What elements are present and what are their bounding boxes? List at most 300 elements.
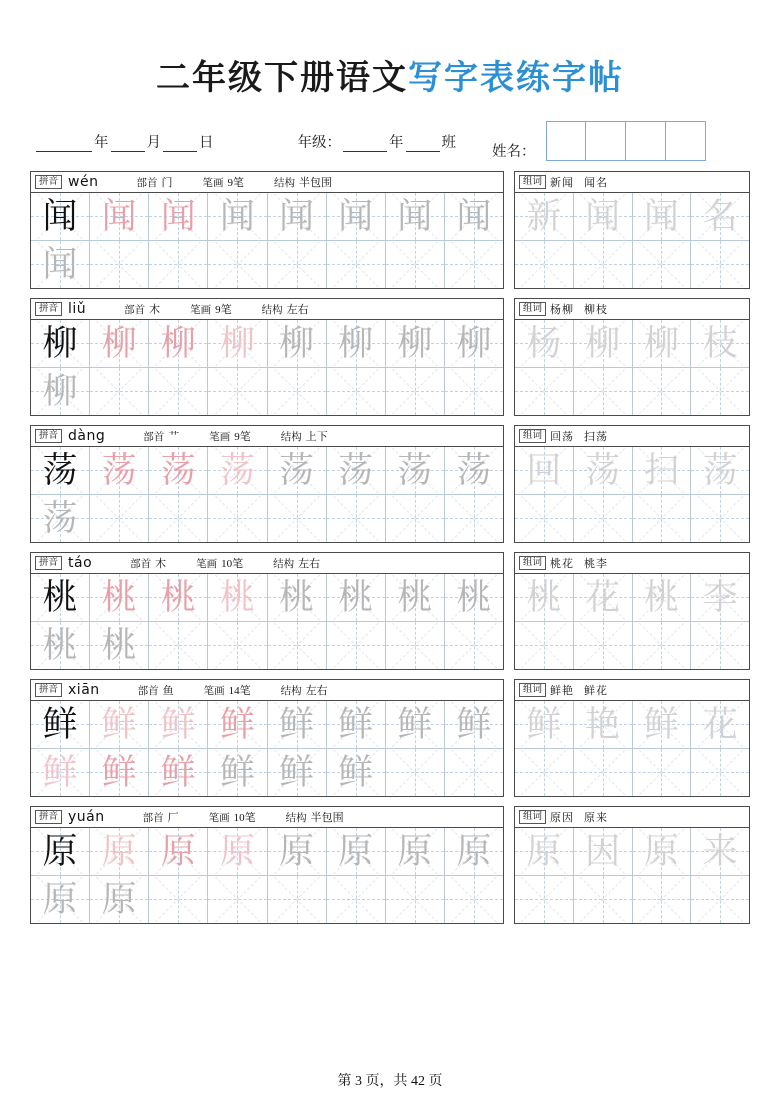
- grid-cell[interactable]: [149, 368, 208, 416]
- grid-cell[interactable]: [445, 241, 503, 289]
- grid-cell[interactable]: [691, 495, 749, 543]
- word-practice-block: [514, 552, 750, 670]
- grid-cell[interactable]: [90, 828, 149, 876]
- trace-char: 闻: [160, 196, 196, 236]
- grid-cell[interactable]: [90, 320, 149, 368]
- grid-cell[interactable]: [445, 320, 503, 368]
- word-practice-block: [514, 425, 750, 543]
- trace-char: 桃: [219, 577, 255, 617]
- trace-grid: [31, 701, 503, 796]
- grid-cell[interactable]: [515, 368, 574, 416]
- grid-cell[interactable]: [31, 495, 90, 543]
- trace-char: 原: [42, 879, 78, 919]
- word-char: 鲜: [526, 704, 562, 744]
- word-line-bottom: [515, 749, 749, 797]
- diagonal-guides: [386, 368, 444, 416]
- word-practice-block: [514, 298, 750, 416]
- trace-char: 荡: [338, 450, 374, 490]
- grid-cell[interactable]: [386, 447, 445, 495]
- grid-cell[interactable]: [515, 193, 574, 241]
- grid-cell[interactable]: [90, 368, 149, 416]
- diagonal-guides: [149, 622, 207, 670]
- class-blank[interactable]: [406, 138, 440, 152]
- word-meta: [515, 553, 749, 574]
- trace-char: 原: [279, 831, 315, 871]
- grid-cell[interactable]: [327, 701, 386, 749]
- page-title-part1: 二年级下册语文: [156, 60, 408, 97]
- grid-cell[interactable]: [445, 622, 503, 670]
- diagonal-guides: [691, 495, 749, 543]
- grid-cell[interactable]: [633, 241, 692, 289]
- grid-cell[interactable]: [90, 749, 149, 797]
- diagonal-guides: [633, 622, 691, 670]
- trace-char: 闻: [279, 196, 315, 236]
- grid-cell[interactable]: [691, 320, 749, 368]
- grade-unit: 年: [389, 134, 404, 151]
- word-char: 桃: [643, 577, 679, 617]
- label-structure: 结构: [280, 431, 302, 443]
- trace-char: 闻: [456, 196, 492, 236]
- char-meta: [31, 807, 503, 828]
- grid-cell[interactable]: [327, 876, 386, 924]
- label-pinyin: 拼音: [35, 810, 62, 824]
- grid-cell[interactable]: [268, 622, 327, 670]
- grid-cell[interactable]: [445, 193, 503, 241]
- grid-cell[interactable]: [149, 701, 208, 749]
- diagonal-guides: [515, 495, 573, 543]
- strokes-value: 9笔: [215, 304, 232, 316]
- diagonal-guides: [149, 368, 207, 416]
- grid-cell[interactable]: [31, 701, 90, 749]
- grid-cell[interactable]: [149, 193, 208, 241]
- diagonal-guides: [633, 368, 691, 416]
- grid-cell[interactable]: [327, 368, 386, 416]
- structure-value: 左右: [305, 685, 328, 697]
- grid-cell[interactable]: [31, 320, 90, 368]
- trace-char: 柳: [42, 371, 78, 411]
- name-field[interactable]: [492, 121, 706, 161]
- trace-char: 鲜: [338, 704, 374, 744]
- grid-cell[interactable]: [574, 368, 633, 416]
- grid-cell[interactable]: [31, 622, 90, 670]
- grid-cell[interactable]: [386, 622, 445, 670]
- diagonal-guides: [149, 876, 207, 924]
- trace-line-bottom: [31, 495, 503, 543]
- grid-cell[interactable]: [208, 320, 267, 368]
- trace-char: 原: [456, 831, 492, 871]
- grid-cell[interactable]: [31, 241, 90, 289]
- grid-cell[interactable]: [208, 241, 267, 289]
- grade-field[interactable]: [298, 131, 457, 152]
- grid-cell[interactable]: [386, 193, 445, 241]
- label-strokes: 笔画: [190, 304, 212, 316]
- grid-cell[interactable]: [574, 193, 633, 241]
- grid-cell[interactable]: [633, 876, 692, 924]
- grid-cell[interactable]: [208, 193, 267, 241]
- trace-char: 原: [42, 831, 78, 871]
- trace-line-top: [31, 828, 503, 876]
- word-practice-block: [514, 679, 750, 797]
- grid-cell[interactable]: [208, 622, 267, 670]
- word-char: 柳: [585, 323, 621, 363]
- grid-cell[interactable]: [691, 368, 749, 416]
- grid-cell[interactable]: [90, 495, 149, 543]
- word-grid: [515, 828, 749, 923]
- diagonal-guides: [386, 495, 444, 543]
- trace-grid: [31, 828, 503, 923]
- grid-cell[interactable]: [445, 447, 503, 495]
- grid-cell[interactable]: [515, 622, 574, 670]
- grid-cell[interactable]: [268, 828, 327, 876]
- diagonal-guides: [691, 241, 749, 289]
- word-char: 柳: [643, 323, 679, 363]
- grid-cell[interactable]: [691, 574, 749, 622]
- grid-cell[interactable]: [515, 320, 574, 368]
- grid-cell[interactable]: [90, 622, 149, 670]
- word-meta: [515, 299, 749, 320]
- trace-char: 荡: [101, 450, 137, 490]
- radical-value: 门: [161, 177, 173, 189]
- diagonal-guides: [445, 876, 503, 924]
- diagonal-guides: [515, 241, 573, 289]
- grid-cell[interactable]: [633, 749, 692, 797]
- grid-cell[interactable]: [327, 749, 386, 797]
- grid-cell[interactable]: [445, 876, 503, 924]
- grid-cell[interactable]: [90, 241, 149, 289]
- month-blank[interactable]: [111, 138, 145, 152]
- grid-cell[interactable]: [90, 193, 149, 241]
- grid-cell[interactable]: [31, 193, 90, 241]
- label-words: 组词: [519, 810, 546, 824]
- grid-cell[interactable]: [633, 447, 692, 495]
- word-list: 杨柳 柳枝: [550, 304, 609, 316]
- grid-cell[interactable]: [574, 495, 633, 543]
- word-line-bottom: [515, 241, 749, 289]
- strokes-value: 9笔: [234, 431, 251, 443]
- grid-cell[interactable]: [149, 447, 208, 495]
- label-radical: 部首: [137, 685, 159, 697]
- diagonal-guides: [691, 749, 749, 797]
- diagonal-guides: [327, 622, 385, 670]
- trace-char: 柳: [397, 323, 433, 363]
- trace-char: 桃: [279, 577, 315, 617]
- trace-line-bottom: [31, 749, 503, 797]
- grid-cell[interactable]: [386, 495, 445, 543]
- grid-cell[interactable]: [90, 447, 149, 495]
- pinyin-value: liǔ: [68, 301, 87, 317]
- grid-cell[interactable]: [515, 749, 574, 797]
- diagonal-guides: [574, 368, 632, 416]
- grid-cell[interactable]: [574, 241, 633, 289]
- grade-blank[interactable]: [343, 138, 387, 152]
- grid-cell[interactable]: [208, 876, 267, 924]
- grid-cell[interactable]: [515, 828, 574, 876]
- radical-value: 木: [155, 558, 167, 570]
- grid-cell[interactable]: [268, 749, 327, 797]
- grid-cell[interactable]: [149, 495, 208, 543]
- word-char: 荡: [702, 450, 738, 490]
- grid-cell[interactable]: [445, 368, 503, 416]
- grid-cell[interactable]: [633, 828, 692, 876]
- diagonal-guides: [90, 495, 148, 543]
- date-field[interactable]: [36, 131, 214, 152]
- word-char: 桃: [526, 577, 562, 617]
- grid-cell[interactable]: [386, 876, 445, 924]
- grid-cell[interactable]: [268, 193, 327, 241]
- grid-cell[interactable]: [691, 828, 749, 876]
- char-practice-block: [30, 171, 504, 289]
- grid-cell[interactable]: [208, 828, 267, 876]
- practice-row: [30, 679, 750, 797]
- name-cell[interactable]: [666, 121, 706, 161]
- word-line-bottom: [515, 368, 749, 416]
- grid-cell[interactable]: [208, 495, 267, 543]
- grid-cell[interactable]: [268, 241, 327, 289]
- trace-char: 鲜: [160, 752, 196, 792]
- grid-cell[interactable]: [574, 876, 633, 924]
- grid-cell[interactable]: [574, 447, 633, 495]
- char-meta: [31, 426, 503, 447]
- grid-cell[interactable]: [31, 828, 90, 876]
- grid-cell[interactable]: [515, 701, 574, 749]
- label-radical: 部首: [124, 304, 146, 316]
- grid-cell[interactable]: [633, 495, 692, 543]
- grid-cell[interactable]: [268, 320, 327, 368]
- diagonal-guides: [445, 622, 503, 670]
- diagonal-guides: [327, 495, 385, 543]
- day-blank[interactable]: [163, 138, 197, 152]
- grid-cell[interactable]: [268, 876, 327, 924]
- grid-cell[interactable]: [386, 368, 445, 416]
- grid-cell[interactable]: [208, 749, 267, 797]
- label-strokes: 笔画: [202, 177, 224, 189]
- grid-cell[interactable]: [31, 447, 90, 495]
- diagonal-guides: [386, 749, 444, 797]
- diagonal-guides: [149, 241, 207, 289]
- diagonal-guides: [691, 622, 749, 670]
- grid-cell[interactable]: [90, 574, 149, 622]
- grid-cell[interactable]: [691, 193, 749, 241]
- diagonal-guides: [445, 749, 503, 797]
- grid-cell[interactable]: [208, 447, 267, 495]
- label-words: 组词: [519, 302, 546, 316]
- diagonal-guides: [327, 241, 385, 289]
- trace-char: 桃: [101, 577, 137, 617]
- grid-cell[interactable]: [208, 368, 267, 416]
- grid-cell[interactable]: [633, 320, 692, 368]
- grid-cell[interactable]: [386, 828, 445, 876]
- grid-cell[interactable]: [327, 622, 386, 670]
- trace-char: 鲜: [456, 704, 492, 744]
- name-cell[interactable]: [586, 121, 626, 161]
- grid-cell[interactable]: [90, 701, 149, 749]
- diagonal-guides: [327, 368, 385, 416]
- grid-cell[interactable]: [268, 574, 327, 622]
- trace-char: 鲜: [397, 704, 433, 744]
- grid-cell[interactable]: [31, 368, 90, 416]
- diagonal-guides: [633, 876, 691, 924]
- grid-cell[interactable]: [31, 749, 90, 797]
- grid-cell[interactable]: [445, 749, 503, 797]
- label-pinyin: 拼音: [35, 175, 62, 189]
- word-line-bottom: [515, 876, 749, 924]
- grid-cell[interactable]: [327, 828, 386, 876]
- grid-cell[interactable]: [268, 368, 327, 416]
- word-list: 桃花 桃李: [550, 558, 609, 570]
- trace-char: 柳: [160, 323, 196, 363]
- diagonal-guides: [445, 241, 503, 289]
- grid-cell[interactable]: [268, 495, 327, 543]
- year-blank[interactable]: [36, 138, 92, 152]
- grid-cell[interactable]: [149, 828, 208, 876]
- label-strokes: 笔画: [208, 812, 230, 824]
- label-pinyin: 拼音: [35, 683, 62, 697]
- radical-value: 鱼: [162, 685, 174, 697]
- grid-cell[interactable]: [386, 241, 445, 289]
- grid-cell[interactable]: [149, 876, 208, 924]
- grid-cell[interactable]: [574, 320, 633, 368]
- grid-cell[interactable]: [268, 447, 327, 495]
- trace-char: 荡: [42, 450, 78, 490]
- grid-cell[interactable]: [90, 876, 149, 924]
- trace-char: 桃: [42, 577, 78, 617]
- diagonal-guides: [208, 368, 266, 416]
- grid-cell[interactable]: [445, 701, 503, 749]
- grid-cell[interactable]: [386, 320, 445, 368]
- word-char: 花: [585, 577, 621, 617]
- grid-cell[interactable]: [149, 574, 208, 622]
- char-practice-block: [30, 552, 504, 670]
- diagonal-guides: [574, 495, 632, 543]
- grid-cell[interactable]: [327, 241, 386, 289]
- name-label: 姓名：: [492, 144, 536, 160]
- trace-char: 鲜: [279, 752, 315, 792]
- char-meta: [31, 553, 503, 574]
- page-title-part2: 写字表练字帖: [408, 60, 624, 97]
- word-meta: [515, 172, 749, 193]
- grid-cell[interactable]: [445, 574, 503, 622]
- grid-cell[interactable]: [515, 574, 574, 622]
- grid-cell[interactable]: [208, 701, 267, 749]
- label-pinyin: 拼音: [35, 556, 62, 570]
- grid-cell[interactable]: [633, 368, 692, 416]
- grid-cell[interactable]: [268, 701, 327, 749]
- trace-char: 柳: [219, 323, 255, 363]
- grid-cell[interactable]: [574, 749, 633, 797]
- trace-char: 闻: [219, 196, 255, 236]
- grid-cell[interactable]: [691, 622, 749, 670]
- grid-cell[interactable]: [327, 193, 386, 241]
- practice-row: [30, 171, 750, 289]
- word-char: 闻: [585, 196, 621, 236]
- diagonal-guides: [268, 241, 326, 289]
- grid-cell[interactable]: [386, 574, 445, 622]
- word-char: 回: [526, 450, 562, 490]
- grid-cell[interactable]: [445, 828, 503, 876]
- trace-char: 鲜: [42, 704, 78, 744]
- grid-cell[interactable]: [515, 241, 574, 289]
- grid-cell[interactable]: [149, 241, 208, 289]
- grid-cell[interactable]: [327, 495, 386, 543]
- practice-row: [30, 552, 750, 670]
- word-line-top: [515, 193, 749, 241]
- word-char: 艳: [585, 704, 621, 744]
- trace-char: 桃: [456, 577, 492, 617]
- name-cell[interactable]: [626, 121, 666, 161]
- diagonal-guides: [386, 876, 444, 924]
- diagonal-guides: [445, 495, 503, 543]
- trace-char: 荡: [160, 450, 196, 490]
- grid-cell[interactable]: [149, 622, 208, 670]
- grade-label: 年级：: [297, 134, 341, 151]
- grid-cell[interactable]: [691, 241, 749, 289]
- word-char: 荡: [585, 450, 621, 490]
- grid-cell[interactable]: [574, 701, 633, 749]
- grid-cell[interactable]: [31, 876, 90, 924]
- diagonal-guides: [268, 368, 326, 416]
- grid-cell[interactable]: [31, 574, 90, 622]
- diagonal-guides: [633, 749, 691, 797]
- grid-cell[interactable]: [515, 447, 574, 495]
- grid-cell[interactable]: [691, 701, 749, 749]
- grid-cell[interactable]: [691, 876, 749, 924]
- grid-cell[interactable]: [633, 193, 692, 241]
- strokes-value: 10笔: [233, 812, 256, 824]
- pinyin-value: wén: [68, 174, 99, 190]
- page-footer: 第 3 页，共 42 页: [337, 1074, 443, 1089]
- name-grid[interactable]: [546, 121, 706, 161]
- label-structure: 结构: [280, 685, 302, 697]
- diagonal-guides: [90, 368, 148, 416]
- diagonal-guides: [268, 622, 326, 670]
- grid-cell[interactable]: [574, 574, 633, 622]
- grid-cell[interactable]: [633, 701, 692, 749]
- word-grid: [515, 320, 749, 415]
- label-pinyin: 拼音: [35, 429, 62, 443]
- trace-line-bottom: [31, 876, 503, 924]
- practice-row: [30, 806, 750, 924]
- grid-cell[interactable]: [149, 749, 208, 797]
- grid-cell[interactable]: [149, 320, 208, 368]
- grid-cell[interactable]: [515, 495, 574, 543]
- grid-cell[interactable]: [691, 447, 749, 495]
- grid-cell[interactable]: [386, 701, 445, 749]
- grid-cell[interactable]: [445, 495, 503, 543]
- grid-cell[interactable]: [386, 749, 445, 797]
- name-cell[interactable]: [546, 121, 586, 161]
- grid-cell[interactable]: [691, 749, 749, 797]
- radical-value: 木: [149, 304, 161, 316]
- grid-cell[interactable]: [574, 622, 633, 670]
- trace-char: 桃: [338, 577, 374, 617]
- strokes-value: 14笔: [228, 685, 251, 697]
- diagonal-guides: [208, 622, 266, 670]
- trace-char: 柳: [279, 323, 315, 363]
- grid-cell[interactable]: [633, 574, 692, 622]
- grid-cell[interactable]: [515, 876, 574, 924]
- grid-cell[interactable]: [327, 447, 386, 495]
- diagonal-guides: [574, 749, 632, 797]
- grid-cell[interactable]: [327, 574, 386, 622]
- grid-cell[interactable]: [208, 574, 267, 622]
- diagonal-guides: [149, 495, 207, 543]
- grid-cell[interactable]: [574, 828, 633, 876]
- diagonal-guides: [574, 876, 632, 924]
- grid-cell[interactable]: [327, 320, 386, 368]
- trace-char: 闻: [338, 196, 374, 236]
- grid-cell[interactable]: [633, 622, 692, 670]
- structure-value: 半包围: [298, 177, 332, 189]
